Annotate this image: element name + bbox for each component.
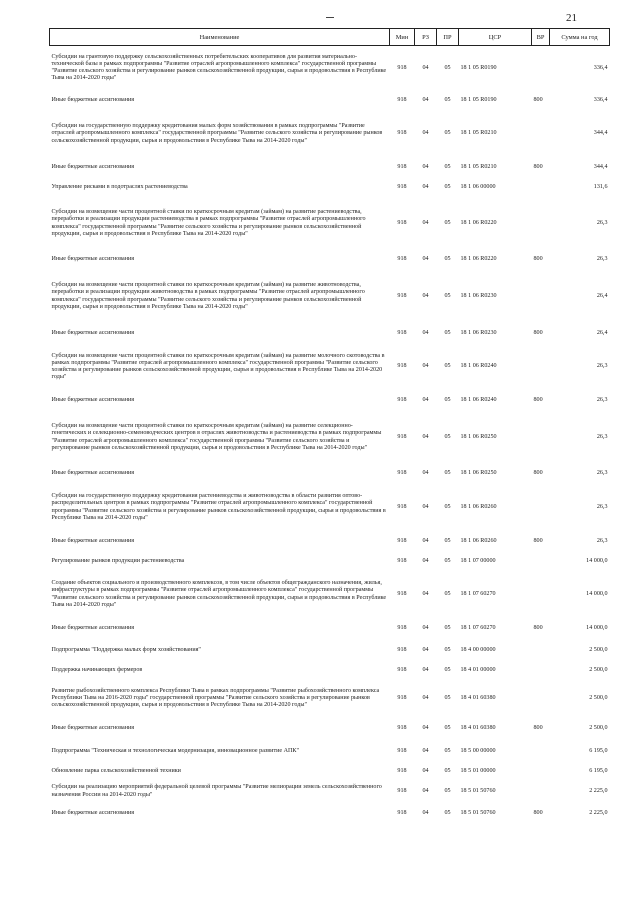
row-sum: 26,3: [596, 363, 608, 370]
row-pr: 05: [444, 787, 451, 794]
row-sum: 336,4: [593, 64, 608, 71]
row-name: Иные бюджетные ассигнования: [51, 624, 135, 631]
row-name: Поддержка начинающих фермеров: [51, 667, 143, 674]
header-name: Наименование: [50, 29, 390, 46]
row-min: 918: [397, 647, 407, 654]
row-vr: 800: [533, 809, 543, 816]
header-rz: РЗ: [415, 29, 437, 46]
row-sum: 2 500,0: [589, 725, 608, 732]
row-sum: 2 500,0: [589, 694, 608, 701]
row-min: 918: [397, 725, 407, 732]
row-csr: 18 4 01 00000: [460, 667, 496, 674]
header-pr: ПР: [437, 29, 459, 46]
table-row: [50, 157, 610, 179]
table-header-row: [50, 29, 610, 46]
row-csr: 18 1 06 R0260: [460, 503, 497, 510]
row-min: 918: [397, 470, 407, 477]
row-pr: 05: [444, 747, 451, 754]
table-row: [50, 91, 610, 112]
row-min: 918: [397, 256, 407, 263]
row-vr: 800: [533, 624, 543, 631]
row-min: 918: [397, 97, 407, 104]
row-pr: 05: [444, 97, 451, 104]
row-csr: 18 4 00 00000: [460, 647, 496, 654]
row-rz: 04: [422, 97, 429, 104]
row-csr: 18 1 06 00000: [460, 184, 496, 191]
table-row: [50, 46, 610, 91]
table-row: [50, 663, 610, 680]
row-pr: 05: [444, 624, 451, 631]
row-sum: 14 000,0: [586, 624, 608, 631]
row-rz: 04: [422, 767, 429, 774]
table-row: [50, 179, 610, 198]
row-pr: 05: [444, 767, 451, 774]
row-name: Обновление парка сельскохозяйственной техники: [51, 767, 181, 774]
row-min: 918: [397, 329, 407, 336]
row-csr: 18 1 06 R0230: [460, 329, 497, 336]
row-vr: [532, 781, 550, 803]
row-min: 918: [397, 767, 407, 774]
row-pr: 05: [444, 130, 451, 137]
row-rz: 04: [422, 558, 429, 565]
row-rz: 04: [422, 624, 429, 631]
row-sum: 2 225,0: [589, 787, 608, 794]
row-rz: 04: [422, 787, 429, 794]
table-row: [50, 572, 610, 618]
row-name: Субсидии на возмещение части процентной ставки по краткосрочным кредитам (займам) на развитие растениеводства, переработки и реализации продукции растениеводства в рамках подпрограммы "Развитие отраслей агропромышленного комплекса" государственной программы "Развитие сельского хозяйства и регулирование рынков сельскохозяйственной продукции, сырья и продовольствия в Республике Тыва на 2014-2020 годы": [51, 209, 366, 237]
row-csr: 18 1 06 R0250: [460, 433, 497, 440]
row-pr: 05: [444, 590, 451, 597]
row-vr: 800: [533, 163, 543, 170]
table-row: [50, 412, 610, 464]
row-sum: 344,4: [593, 130, 608, 137]
table-row: [50, 112, 610, 157]
row-min: 918: [397, 503, 407, 510]
header-min: Мин: [390, 29, 415, 46]
row-vr: 800: [533, 97, 543, 104]
scan-mark: [326, 17, 334, 18]
row-name: Субсидии на реализацию мероприятий федеральной целевой программы "Развитие мелиорации земель сельскохозяйственного назначения России на 2014-2020 годы": [51, 784, 382, 798]
row-rz: 04: [422, 329, 429, 336]
row-vr: [532, 485, 550, 531]
row-vr: 800: [533, 725, 543, 732]
row-sum: 14 000,0: [586, 558, 608, 565]
row-csr: 18 1 05 R0190: [460, 97, 497, 104]
row-csr: 18 1 06 R0260: [460, 537, 497, 544]
row-csr: 18 1 07 60270: [460, 624, 496, 631]
row-rz: 04: [422, 470, 429, 477]
row-csr: 18 1 05 R0190: [460, 64, 497, 71]
row-rz: 04: [422, 809, 429, 816]
row-name: Иные бюджетные ассигнования: [51, 97, 135, 104]
row-rz: 04: [422, 590, 429, 597]
row-csr: 18 4 01 60380: [460, 725, 496, 732]
row-vr: [532, 640, 550, 663]
row-rz: 04: [422, 64, 429, 71]
row-name: Подпрограмма "Поддержка малых форм хозяйствования": [51, 647, 201, 654]
budget-table: [49, 28, 610, 825]
row-sum: 26,3: [596, 470, 608, 477]
row-sum: 6 195,0: [589, 747, 608, 754]
row-csr: 18 1 06 R0220: [460, 219, 497, 226]
row-name: Субсидии на возмещение части процентной ставки по краткосрочным кредитам (займам) на развитие молочного скотоводства в рамках подпрограммы "Развитие отраслей агропромышленного комплекса" государственной программы "Развитие сельского хозяйства и регулирование рынков сельскохозяйственной продукции, сырья и продовольствия в Республике Тыва на 2014-2020 годы": [51, 352, 385, 381]
row-name: Создание объектов социального и производственного комплексов, в том числе объектов общегражданского назначения, жилья, инфраструктуры в рамках подпрограммы "Развитие отраслей агропромышленного комплекса" государственной программы "Развитие сельского хозяйства и регулирование рынков сельскохозяйственной продукции, сырья и продовольствия в Республике Тыва на 2014-2020 годы": [51, 580, 387, 608]
row-vr: [532, 741, 550, 763]
row-sum: 131,6: [593, 184, 608, 191]
page-number: 21: [566, 12, 577, 24]
row-pr: 05: [444, 363, 451, 370]
table-row: [50, 718, 610, 741]
row-name: Иные бюджетные ассигнования: [51, 163, 135, 170]
row-pr: 05: [444, 163, 451, 170]
row-pr: 05: [444, 558, 451, 565]
row-sum: 26,4: [596, 329, 608, 336]
row-vr: 800: [533, 329, 543, 336]
row-min: 918: [397, 433, 407, 440]
row-pr: 05: [444, 292, 451, 299]
row-vr: [532, 198, 550, 250]
row-sum: 2 225,0: [589, 809, 608, 816]
row-vr: [532, 412, 550, 464]
row-csr: 18 1 05 R0210: [460, 130, 497, 137]
table-row: [50, 464, 610, 485]
row-vr: [532, 763, 550, 781]
row-name: Иные бюджетные ассигнования: [51, 396, 135, 403]
header-vr: ВР: [532, 29, 550, 46]
table-row: [50, 741, 610, 763]
row-rz: 04: [422, 647, 429, 654]
row-min: 918: [397, 747, 407, 754]
row-vr: [532, 663, 550, 680]
table-row: [50, 390, 610, 412]
row-min: 918: [397, 667, 407, 674]
table-row: [50, 618, 610, 640]
row-rz: 04: [422, 363, 429, 370]
row-min: 918: [397, 396, 407, 403]
row-csr: 18 1 06 R0250: [460, 470, 497, 477]
table-row: [50, 531, 610, 553]
table-row: [50, 680, 610, 718]
row-pr: 05: [444, 647, 451, 654]
row-min: 918: [397, 363, 407, 370]
row-sum: 26,3: [596, 396, 608, 403]
header-csr: ЦСР: [459, 29, 532, 46]
row-min: 918: [397, 590, 407, 597]
row-rz: 04: [422, 292, 429, 299]
table-row: [50, 640, 610, 663]
row-rz: 04: [422, 747, 429, 754]
row-pr: 05: [444, 256, 451, 263]
table-row: [50, 763, 610, 781]
header-sum: Сумма на год: [550, 29, 610, 46]
row-name: Субсидии на возмещение части процентной ставки по краткосрочным кредитам (займам) на развитие селекционно-генетических и селекционно-семеноводческих центров в отраслях животноводства и растениеводства в рамках подпрограммы "Развитие отраслей агропромышленного комплекса" государственной программы "Развитие сельского хозяйства и регулирование рынков сельскохозяйственной продукции, сырья и продовольствия в Республике Тыва на 2014-2020 годы": [51, 423, 382, 451]
row-min: 918: [397, 809, 407, 816]
row-csr: 18 5 01 00000: [460, 767, 496, 774]
row-sum: 2 500,0: [589, 667, 608, 674]
row-name: Развитие рыбохозяйственного комплекса Республики Тыва в рамках подпрограммы "Развитие рыбохозяйственного комплекса Республики Тыва на 2016-2020 годы" государственной программы "Развитие сельского хозяйства и регулирование рынков сельскохозяйственной продукции, сырья и продовольствия в Республике Тыва на 2014-2020 годы": [51, 687, 380, 709]
row-pr: 05: [444, 470, 451, 477]
row-min: 918: [397, 537, 407, 544]
row-name: Субсидии на государственную поддержку кредитования малых форм хозяйствования в рамках подпрограммы "Развитие отраслей агропромышленного комплекса" государственной программы "Развитие сельского хозяйства и регулирование рынков сельскохозяйственной продукции, сырья и продовольствия в Республике Тыва на 2014-2020 годы": [51, 123, 383, 144]
row-rz: 04: [422, 537, 429, 544]
row-min: 918: [397, 163, 407, 170]
row-vr: [532, 345, 550, 390]
table-row: [50, 271, 610, 323]
row-pr: 05: [444, 694, 451, 701]
row-csr: 18 5 01 50760: [460, 787, 496, 794]
row-min: 918: [397, 184, 407, 191]
row-min: 918: [397, 64, 407, 71]
row-csr: 18 1 06 R0240: [460, 396, 497, 403]
row-vr: [532, 271, 550, 323]
row-rz: 04: [422, 694, 429, 701]
row-csr: 18 1 07 60270: [460, 590, 496, 597]
row-sum: 344,4: [593, 163, 608, 170]
row-vr: [532, 680, 550, 718]
row-vr: [532, 112, 550, 157]
row-pr: 05: [444, 329, 451, 336]
row-sum: 26,3: [596, 433, 608, 440]
row-sum: 26,3: [596, 219, 608, 226]
table-row: [50, 781, 610, 803]
row-pr: 05: [444, 64, 451, 71]
row-pr: 05: [444, 396, 451, 403]
row-sum: 26,4: [596, 292, 608, 299]
row-name: Регулирование рынков продукции растениеводства: [51, 558, 185, 565]
row-min: 918: [397, 130, 407, 137]
row-name: Субсидии на грантовую поддержку сельскохозяйственных потребительских кооперативов для развития материально-технической базы в рамках подпрограммы "Развитие отраслей агропромышленного комплекса" государственной программы "Развитие сельского хозяйства и регулирование рынков сельскохозяйственной продукции, сырья и продовольствия в Республике Тыва на 2014-2020 годы": [51, 53, 387, 82]
row-min: 918: [397, 292, 407, 299]
row-name: Иные бюджетные ассигнования: [51, 725, 135, 732]
row-pr: 05: [444, 809, 451, 816]
row-rz: 04: [422, 184, 429, 191]
row-sum: 26,3: [596, 537, 608, 544]
row-pr: 05: [444, 537, 451, 544]
row-rz: 04: [422, 163, 429, 170]
row-min: 918: [397, 624, 407, 631]
row-pr: 05: [444, 667, 451, 674]
row-vr: 800: [533, 537, 543, 544]
row-rz: 04: [422, 256, 429, 263]
row-sum: 26,3: [596, 256, 608, 263]
table-row: [50, 803, 610, 825]
row-min: 918: [397, 219, 407, 226]
row-min: 918: [397, 694, 407, 701]
row-pr: 05: [444, 184, 451, 191]
table-row: [50, 250, 610, 271]
table-row: [50, 198, 610, 250]
row-rz: 04: [422, 433, 429, 440]
row-csr: 18 1 06 R0240: [460, 363, 497, 370]
row-pr: 05: [444, 433, 451, 440]
row-name: Иные бюджетные ассигнования: [51, 809, 135, 816]
row-vr: [532, 179, 550, 198]
row-csr: 18 1 06 R0230: [460, 292, 497, 299]
row-rz: 04: [422, 396, 429, 403]
row-sum: 14 000,0: [586, 590, 608, 597]
row-min: 918: [397, 558, 407, 565]
row-csr: 18 1 07 00000: [460, 558, 496, 565]
row-vr: 800: [533, 470, 543, 477]
row-vr: [532, 572, 550, 618]
row-pr: 05: [444, 219, 451, 226]
row-name: Иные бюджетные ассигнования: [51, 470, 135, 477]
row-name: Субсидии на возмещение части процентной ставки по краткосрочным кредитам (займам) на развитие животноводства, переработки и реализации продукции животноводства в рамках подпрограммы "Развитие отраслей агропромышленного комплекса" государственной программы "Развитие сельского хозяйства и регулирование рынков сельскохозяйственной продукции, сырья и продовольствия в Республике Тыва на 2014-2020 годы": [51, 282, 365, 310]
row-rz: 04: [422, 667, 429, 674]
row-vr: 800: [533, 396, 543, 403]
row-rz: 04: [422, 725, 429, 732]
row-pr: 05: [444, 503, 451, 510]
row-csr: 18 5 00 00000: [460, 747, 496, 754]
row-pr: 05: [444, 725, 451, 732]
table-row: [50, 485, 610, 531]
row-name: Управление рисками в подотраслях растениеводства: [51, 184, 188, 191]
row-vr: [532, 553, 550, 572]
table-row: [50, 323, 610, 345]
row-rz: 04: [422, 503, 429, 510]
row-name: Иные бюджетные ассигнования: [51, 256, 135, 263]
row-csr: 18 5 01 50760: [460, 809, 496, 816]
row-csr: 18 1 05 R0210: [460, 163, 497, 170]
row-name: Иные бюджетные ассигнования: [51, 329, 135, 336]
row-vr: 800: [533, 256, 543, 263]
row-name: Субсидии на государственную поддержку кредитования растениеводства и животноводства в области развития оптово-распределительных центров в рамках подпрограммы "Развитие отраслей агропромышленного комплекса" государственной программы "Развитие сельского хозяйства и регулирование рынков сельскохозяйственной продукции, сырья и продовольствия в Республике Тыва на 2014-2020 годы": [51, 493, 386, 521]
row-sum: 2 500,0: [589, 647, 608, 654]
row-rz: 04: [422, 219, 429, 226]
row-sum: 6 195,0: [589, 767, 608, 774]
row-rz: 04: [422, 130, 429, 137]
row-csr: 18 4 01 60380: [460, 694, 496, 701]
row-name: Иные бюджетные ассигнования: [51, 537, 135, 544]
row-sum: 26,3: [596, 503, 608, 510]
table-row: [50, 553, 610, 572]
table-row: [50, 345, 610, 390]
row-name: Подпрограмма "Техническая и технологическая модернизация, инновационное развитие АПК": [51, 747, 299, 754]
row-csr: 18 1 06 R0220: [460, 256, 497, 263]
row-sum: 336,4: [593, 97, 608, 104]
row-vr: [532, 46, 550, 91]
row-min: 918: [397, 787, 407, 794]
